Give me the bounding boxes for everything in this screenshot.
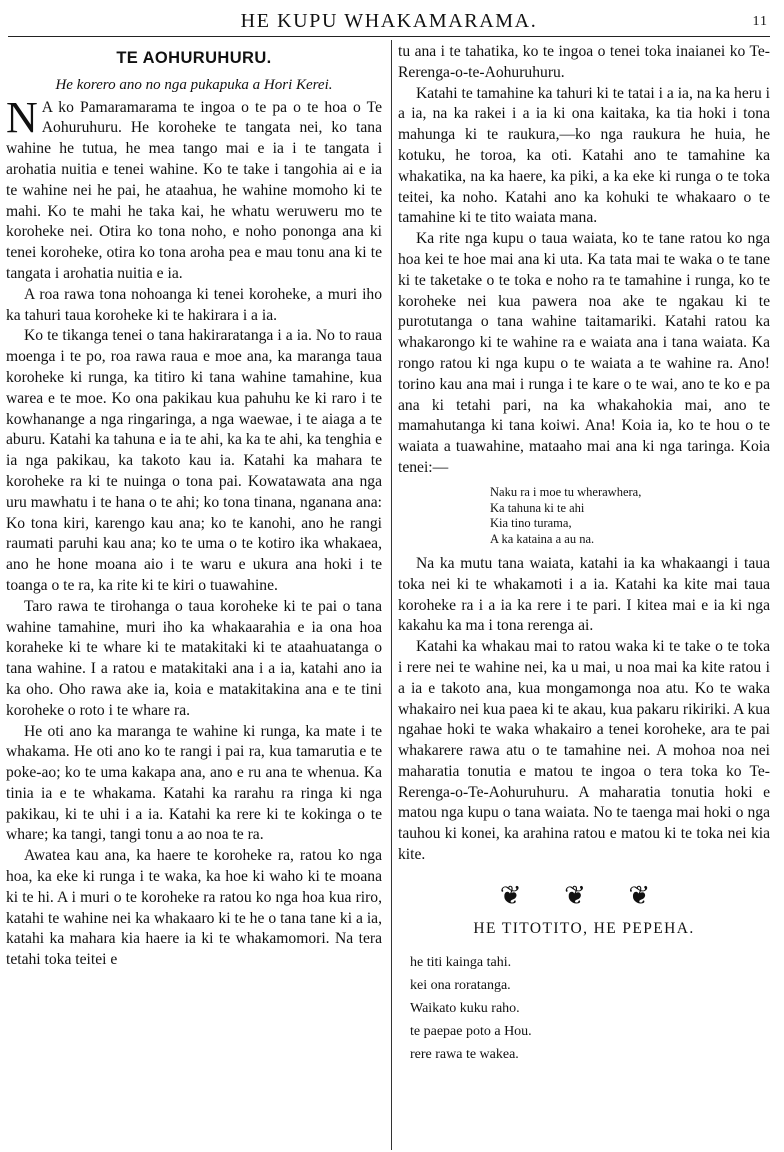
poem-line: rere rawa te wakea.: [410, 1047, 519, 1063]
poem-title: HE TITOTITO, HE PEPEHA.: [473, 919, 695, 937]
flower-ornament-icon: ❦: [628, 880, 669, 910]
page-number: 11: [752, 14, 768, 29]
running-title: HE KUPU WHAKAMARAMA.: [240, 10, 538, 32]
poem-lines: [410, 951, 770, 1066]
article-paragraph: Awatea kau ana, ka haere te koroheke ra, ratou ko nga hoa, ka eke ki runga i te waka, ka hoe ki waho ki te moana ki te hi. A i muri o te koroheke ra ratou ko nga hoa kua riro, katahi te wahine nei ka whakaaro ki te he o tana tane ki a ia, katahi ka mahara kia haere ia ki te whakamomori. Na tera tetahi toka teitei e: [6, 847, 382, 969]
article-paragraph: Na ka mutu tana waiata, katahi ia ka whakaangi i taua toka nei ki te whakamoti i a ia. Katahi ka kite mai taua koroheke ra i a ia ka rere i te pari. I kitea mai e ia ki nga kakahu ka ma i tona rerenga ai.: [398, 554, 770, 635]
article-paragraph: Ko te tikanga tenei o tana hakiraratanga i a ia. No to raua moenga i te po, roa rawa raua e moe ana, ka maranga taua koroheke ki runga, ka titiro ki tana wahine tamahine, kua warea e te moe. Ko ona pakikau kua pahuhu ke ki raro i te kowhanange a nga ringaringa, a nga waewae, i te aiaga a te aburu. Katahi ka tahuna e ia te ahi, ka ka te ahi, ka tenghia e ia nga pakikau, ka takoto kau ia. Katahi ka mahara te koroheke ra ki te nuinga o tona pai. Kowatawata ana nga uru mawhatu i te hana o te ahi; ko tona tinana, nganana ana: Ko tona kiri, karengo kau ana; ko te kanohi, ano he rangi raumati paruhi kau ana; ko te uma o te kotiro ika whakaea, ano he hone moana aio i te waru e ukura ana hoki i te toanga o te ra, ka rite ki te kiri o tuawahine.: [6, 327, 382, 594]
article-paragraph: A roa rawa tona nohoanga ki tenei koroheke, a muri iho ka tahuri taua koroheke ki te hakirara i a ia.: [6, 285, 382, 324]
right-column: [398, 42, 770, 1066]
flower-ornament-icon: ❦: [564, 880, 604, 910]
article-paragraph: Taro rawa te tirohanga o taua koroheke ki te pai o tana wahine tamahine, muri iho ka whakaarahia e ia ona hoa koraheke ki te whare ki te matakitaki ki te ataahuatanga o tana wahine. I a ratou e matakitaki ana i a ia, katahi ano ia ka oho. Oho rawa ake ia, koia e matakitakina ana e te tini koroheke o roto i te whare ra.: [6, 597, 382, 719]
song-verse: [490, 485, 770, 548]
song-line: Ka tahuna ki te ahi: [490, 500, 585, 515]
article-title: TE AOHURUHURU.: [116, 49, 272, 67]
article-paragraph: [6, 92, 382, 285]
article-paragraph: He oti ano ka maranga te wahine ki runga, ka mate i te whakama. He oti ano ko te rangi i pai ra, kua tamarutia e te poke-ao; ko te uma kakapa ana, ano e ru ana te whenua. Ka tinia ia e te whakama. Katahi ka rarahu ra ringa ki nga pakikau, ki te uhi i a ia. Katahi ka rere ki te kokinga o te whare; ka tangi, tangi tonu a ao noa te ra.: [6, 722, 382, 844]
page-header: [8, 4, 770, 37]
song-line: A ka kataina a au na.: [490, 532, 595, 547]
article-paragraph: Katahi te tamahine ka tahuri ki te tatai i a ia, na ka heru i a ia, na ka rakei i a ia ki ona kaitaka, ka tia hoki i tona mahunga ki te raukura,—ko nga raukura he huia, he kotuku, he toroa, ka oti. Katahi ano te tamahine ka whakatika, na ka haere, ka piki, a ka eke ki runga o te toka teitei, ka noho. Katahi ano ka kohuki te whakaaro o te tamahine ki te tito waiata mana.: [398, 84, 770, 227]
poem-line: he titi kainga tahi.: [410, 955, 512, 971]
left-column: [6, 42, 382, 971]
drop-cap: N: [6, 92, 38, 142]
article-paragraph: Katahi ka whakau mai to ratou waka ki te take o te toka i rere nei te wahine nei, ka u mai, u noa mai ka kite ratou i a ia e takoto ana, kua mongamonga noa atu. Ko te waka whakairo nei kua paea ki te akau, kua pakaru rikiriki. A kua ngahae hoki te waka whakairo a tenei koroheke, ara te pai whakarere rawa atu o te tamahine nei. A mohoa noa nei maharatia tonutia e matou te ingoa o tera toka ko Te-Rerenga-o-Te-Aohuruhuru. A maharatia tonutia hoki e matou nga kupu o tana waiata. No te taenga mai hoki o nga tauhou ki konei, ka arahina ratou e matou ki te toka nei kia kite.: [398, 638, 770, 864]
paragraph-text: A ko Pamaramarama te ingoa o te pa o te hoa o Te Aohuruhuru. He koroheke te tangata nei, ko tana wahine he tutua, he mea tango mai e ia i te tangata i arohatia nuitia e tenei wahine. Ko te take i tangohia ai e ia te wahine nei he pai, he ataahua, he wahine momoho ki te mahi. Ko te mahi he taka kai, he whatu weruweru mo te koroheke nei. Otira ko tona noho, e noho pononga ana ki tenei koroheke, otira ko tona aroha pea e mau tonu ana ki te tangata i arohatia nuitia e ia.: [6, 98, 382, 282]
poem-line: kei ona roratanga.: [410, 978, 511, 994]
poem-line: te paepae poto a Hou.: [410, 1024, 532, 1040]
song-line: Naku ra i moe tu wherawhera,: [490, 484, 642, 499]
article-paragraph: tu ana i te tahatika, ko te ingoa o tenei toka inaianei ko Te-Rerenga-o-te-Aohuruhuru.: [398, 43, 770, 81]
column-rule: [391, 40, 392, 1150]
flower-ornament-icon: ❦: [499, 880, 540, 910]
article-paragraph: Ka rite nga kupu o taua waiata, ko te tane ratou ko nga hoa kei te hoe mai ana ki uta. Ka tata mai te waka o te tane ki te taketake o te toka e noho ra te tamahine i runga, ko te koroheke nei kua pawera noa ake te ngakau ki te purotutanga o tana wahine taitamariki. Katahi ratou ka whakarongo ki te wahine ra e waiata ana i tana waiata. Ka rongo ratou ki nga kupu o te waiata a te wahine ra. Ano! torino kau ana mai i runga i te kare o te wai, ano te ko e pa ana ki tetahi pari, na ka whakahokia mai, ano te mamahutanga ki tana koiwi. Ana! Koia ia, ko te hou o te waiata a tuawahine, mataaho mai ana ki nga taringa. Koia tenei:—: [398, 230, 770, 476]
article-subtitle: He korero ano no nga pukapuka a Hori Kerei.: [55, 76, 333, 93]
ornament-row: [398, 880, 770, 910]
poem-line: Waikato kuku raho.: [410, 1001, 520, 1017]
song-line: Kia tino turama,: [490, 516, 572, 531]
